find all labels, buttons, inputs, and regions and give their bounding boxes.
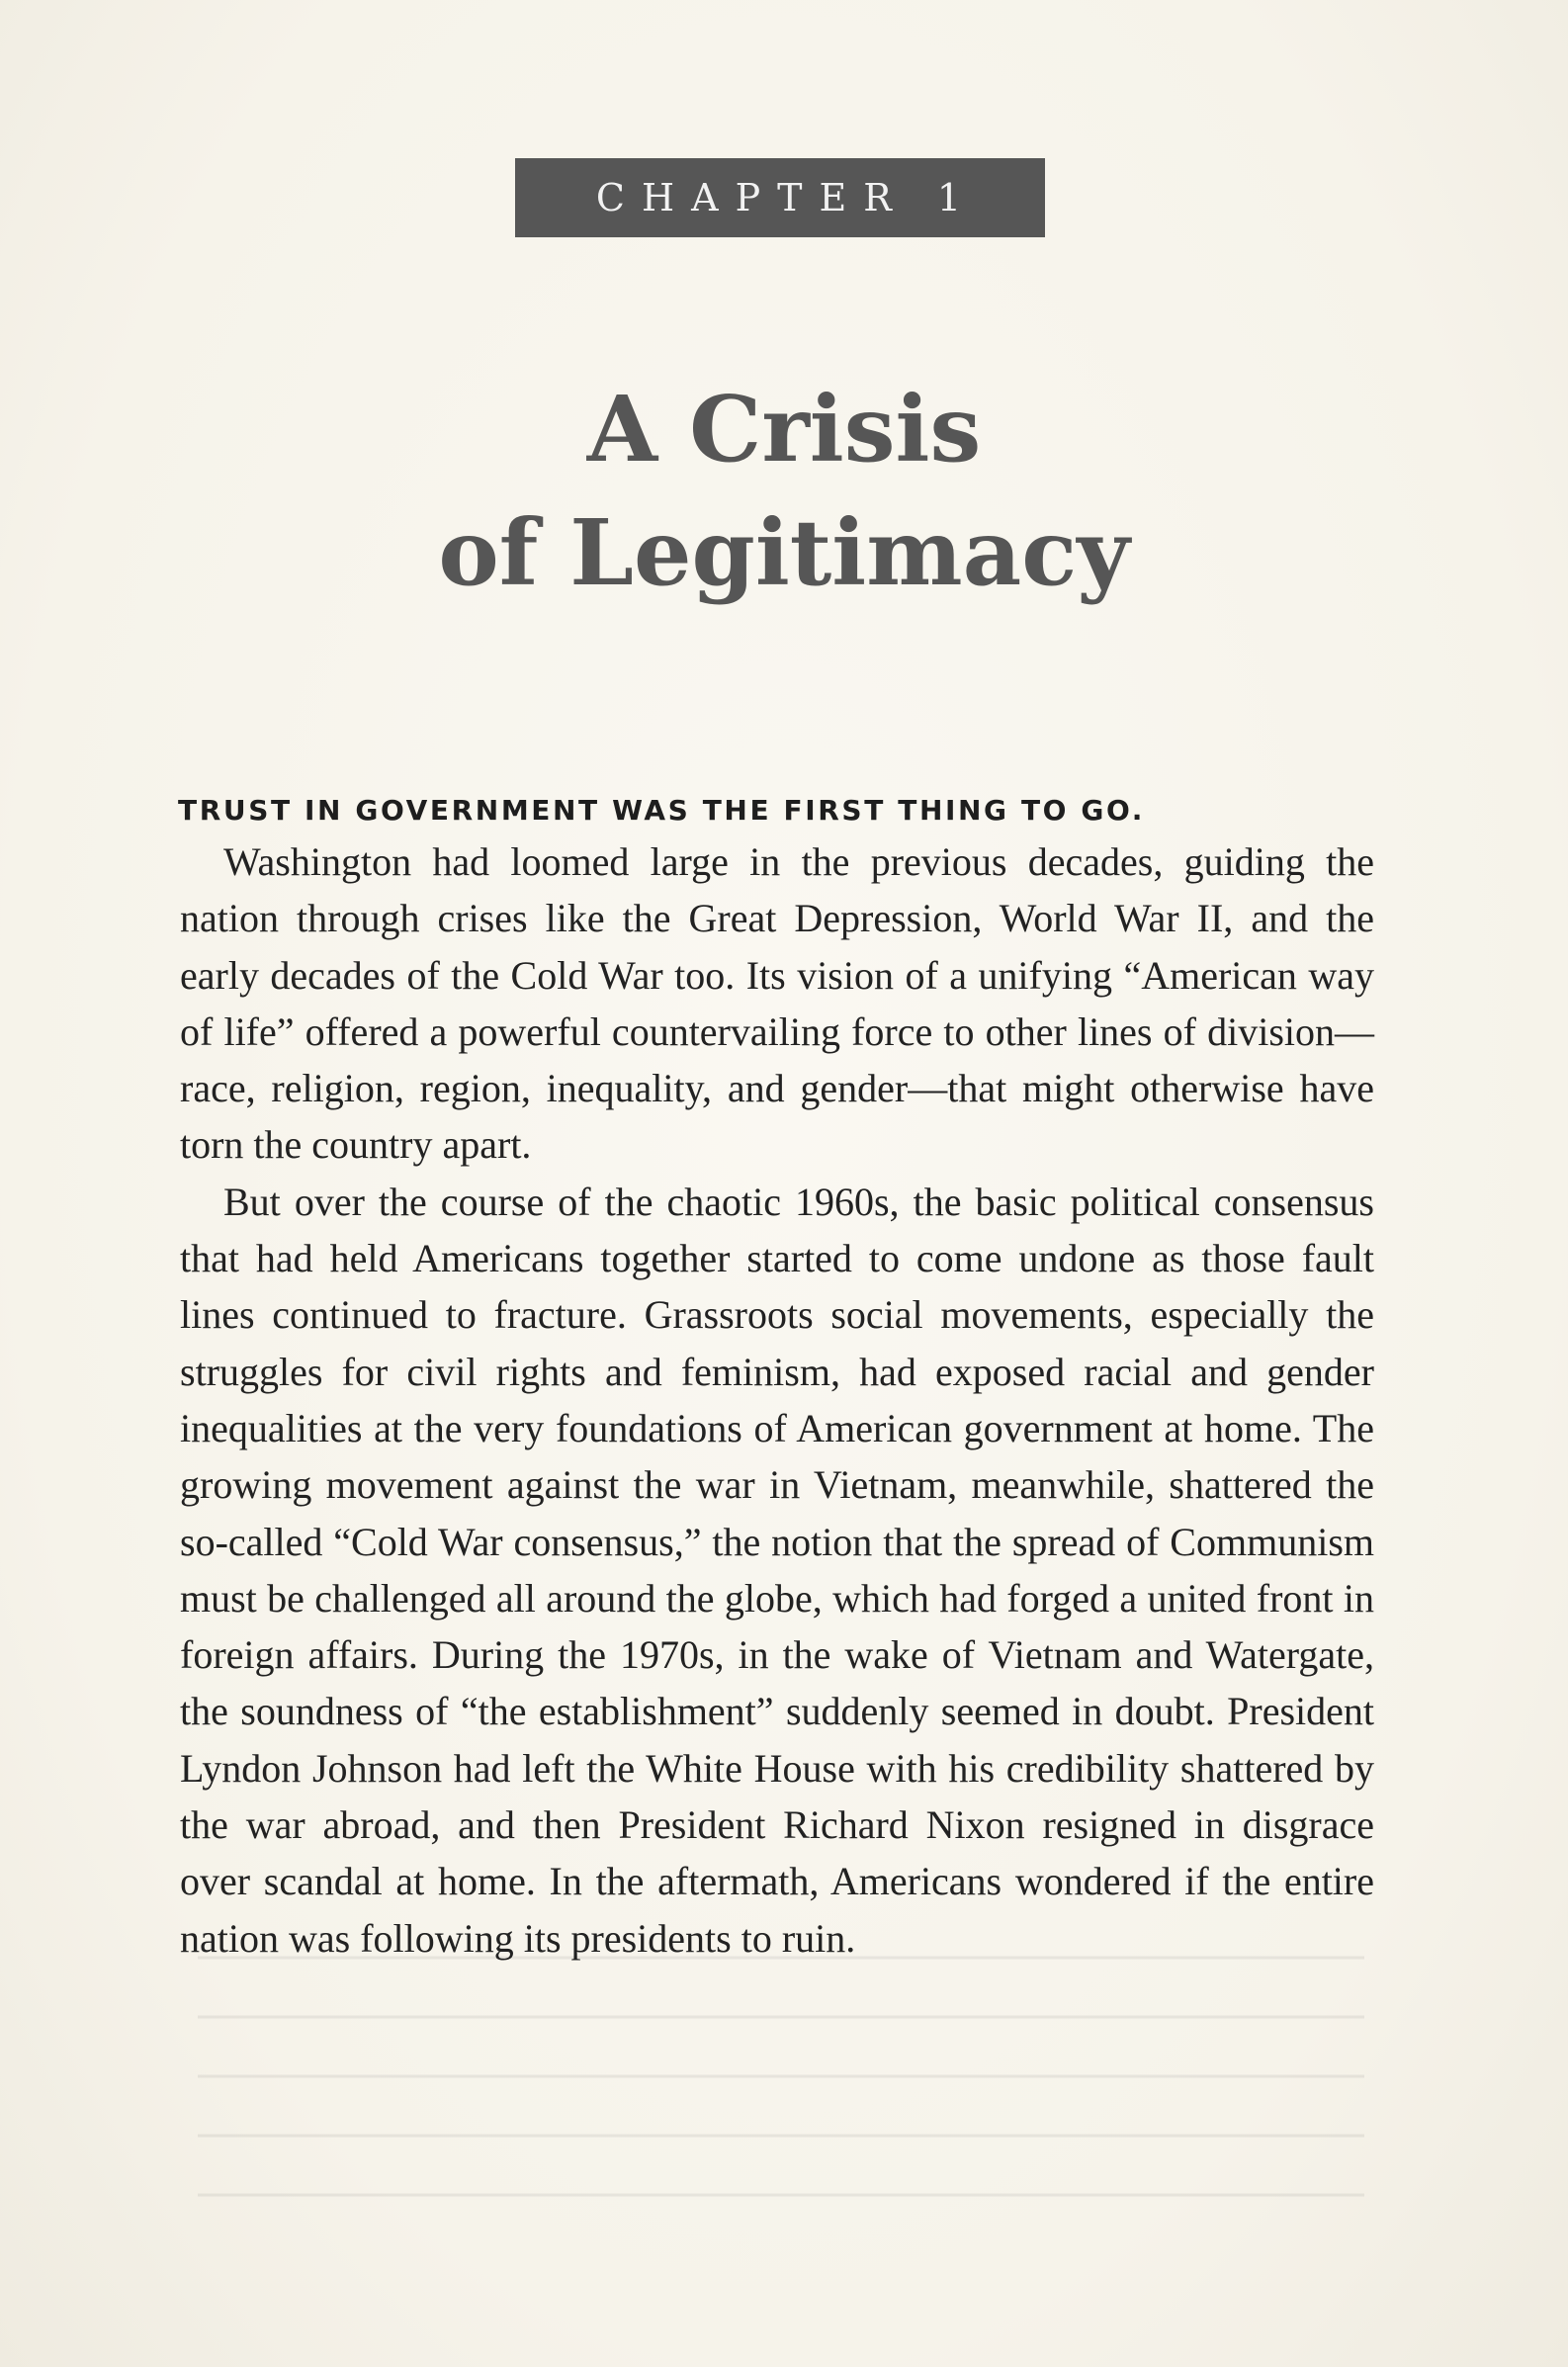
chapter-label: CHAPTER 1 — [515, 158, 1045, 237]
chapter-title-line-1: A Crisis — [586, 376, 982, 482]
chapter-title — [0, 368, 1568, 615]
bleed-through-texture — [198, 1938, 1384, 2235]
chapter-title-line-2: of Legitimacy — [438, 499, 1130, 606]
lead-sentence: TRUST IN GOVERNMENT WAS THE FIRST THING TO GO. — [178, 794, 1146, 827]
paragraph-2: But over the course of the chaotic 1960s, the basic political consensus that had held Americans together started to come undone as those fault lines continued to fracture. Grassroots social movements, especially the struggles for civil rights and feminism, had exposed racial and gender inequalities at the very foundations of American government at home. The growing movement against the war in Vietnam, meanwhile, shattered the so-called “Cold War consensus,” the notion that the spread of Communism must be challenged all around the globe, which had forged a united front in foreign affairs. During the 1970s, in the wake of Vietnam and Watergate, the soundness of “the establishment” suddenly seemed in doubt. President Lyndon Johnson had left the White House with his credibility shattered by the war abroad, and then President Richard Nixon resigned in disgrace over scandal at home. In the aftermath, Americans wondered if the entire nation was following its presidents to ruin. — [180, 1179, 1374, 1961]
body-text — [180, 833, 1374, 1967]
paragraph-1: Washington had loomed large in the previous decades, guiding the nation through crises like the Great Depression, World War II, and the early decades of the Cold War too. Its vision of a unifying “American way of life” offered a powerful countervailing force to other lines of division—race, religion, region, inequality, and gender—that might otherwise have torn the country apart. — [180, 839, 1374, 1168]
